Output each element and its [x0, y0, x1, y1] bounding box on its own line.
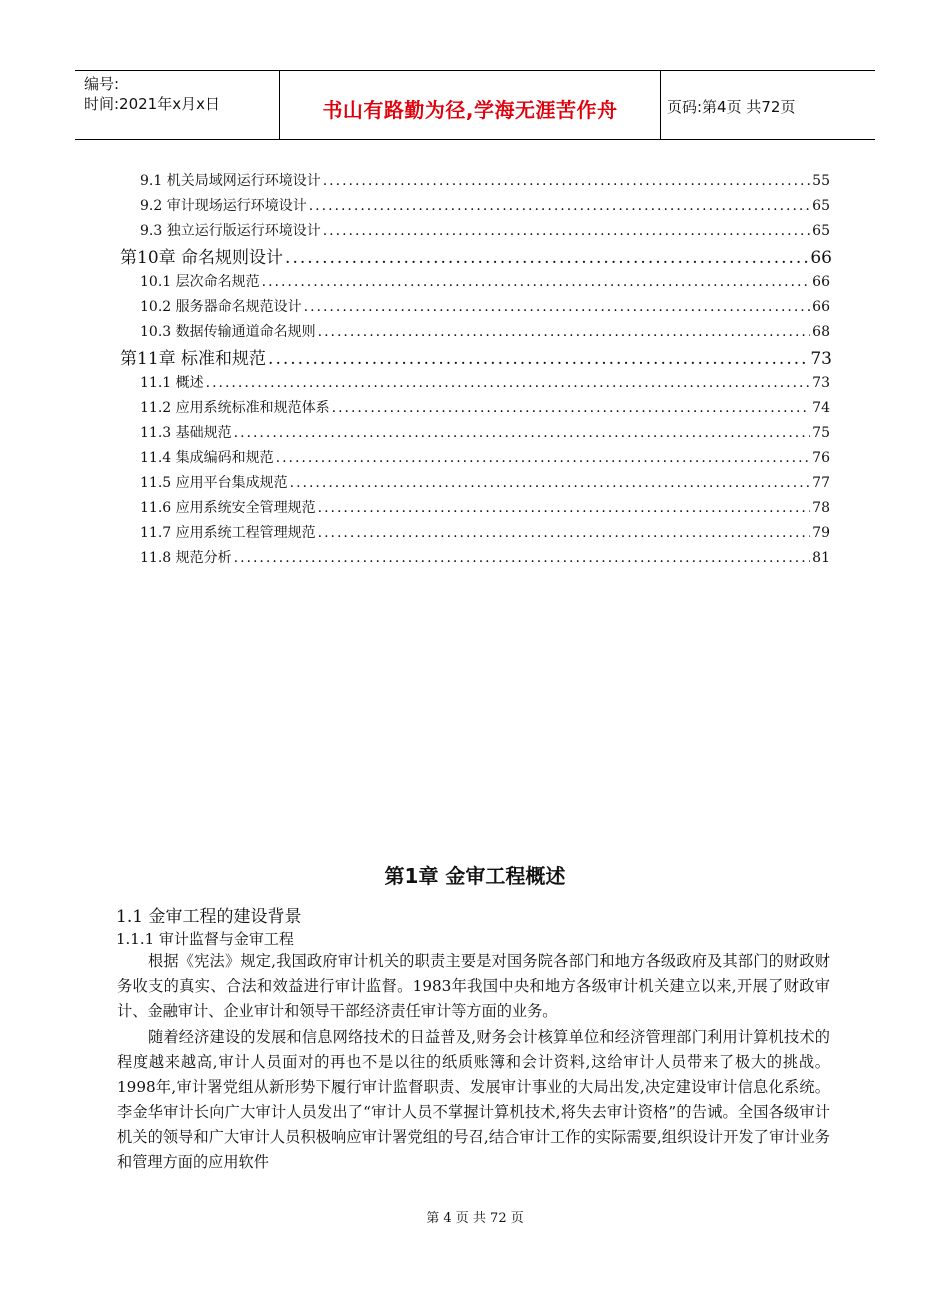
toc-entry-page: 73 [812, 375, 830, 391]
toc-leader-dots [318, 500, 811, 516]
document-number-label: 编号: [84, 75, 120, 93]
toc-leader-dots [304, 299, 811, 315]
toc-chapter-entry[interactable] [120, 243, 832, 268]
toc-entry[interactable] [140, 422, 830, 442]
toc-leader-dots [276, 450, 811, 466]
body-paragraph: 根据《宪法》规定,我国政府审计机关的职责主要是对国务院各部门和地方各级政府及其部门的财政财务收支的真实、合法和效益进行审计监督。1983年我国中央和地方各级审计机关建立以来,开展了财政审计、金融审计、企业审计和领导干部经济责任审计等方面的业务。 [117, 952, 830, 1020]
toc-entry[interactable] [140, 397, 830, 417]
toc-entry-title: 第11章 标准和规范 [120, 349, 267, 369]
header-page-label: 页码:第4页 共72页 [667, 98, 796, 116]
toc-entry-page: 79 [812, 525, 830, 541]
toc-entry-title: 11.5 应用平台集成规范 [140, 475, 288, 491]
toc-entry-title: 10.1 层次命名规范 [140, 274, 260, 290]
toc-leader-dots [323, 223, 810, 239]
header-slogan-cell [280, 71, 661, 139]
toc-entry-title: 11.8 规范分析 [140, 550, 232, 566]
toc-leader-dots [262, 274, 811, 290]
toc-entry-page: 75 [812, 425, 830, 441]
toc-entry-page: 66 [812, 299, 830, 315]
toc-entry-title: 10.3 数据传输通道命名规则 [140, 324, 316, 340]
toc-leader-dots [323, 173, 810, 189]
toc-entry[interactable] [140, 271, 830, 291]
toc-entry-title: 第10章 命名规则设计 [120, 248, 284, 268]
toc-entry-page: 55 [812, 173, 830, 189]
header-page-cell [661, 71, 875, 139]
page-footer: 第 4 页 共 72 页 [426, 1211, 524, 1226]
toc-entry[interactable] [140, 547, 830, 567]
toc-entry-page: 81 [812, 550, 830, 566]
toc-entry[interactable] [140, 522, 830, 542]
toc-leader-dots [290, 475, 811, 491]
section-title: 1.1 金审工程的建设背景 [116, 907, 302, 927]
toc-leader-dots [318, 324, 811, 340]
toc-entry[interactable] [140, 447, 830, 467]
toc-entry-title: 9.3 独立运行版运行环境设计 [140, 223, 321, 239]
toc-leader-dots [285, 248, 808, 268]
toc-entry[interactable] [140, 220, 830, 240]
toc-chapter-entry[interactable] [120, 344, 832, 369]
chapter-title: 第1章 金审工程概述 [384, 864, 566, 888]
toc-entry-page: 65 [812, 223, 830, 239]
toc-entry[interactable] [140, 321, 830, 341]
toc-leader-dots [309, 198, 810, 214]
toc-entry-page: 68 [812, 324, 830, 340]
toc-entry-title: 11.6 应用系统安全管理规范 [140, 500, 316, 516]
toc-entry[interactable] [140, 296, 830, 316]
toc-leader-dots [332, 400, 811, 416]
toc-entry-page: 65 [812, 198, 830, 214]
toc-leader-dots [318, 525, 811, 541]
subsection-title: 1.1.1 审计监督与金审工程 [116, 930, 294, 948]
toc-entry-page: 74 [812, 400, 830, 416]
toc-entry-page: 76 [812, 450, 830, 466]
toc-entry-page: 78 [812, 500, 830, 516]
toc-entry-title: 11.4 集成编码和规范 [140, 450, 274, 466]
toc-leader-dots [234, 425, 811, 441]
toc-entry-title: 11.3 基础规范 [140, 425, 232, 441]
toc-entry-page: 77 [812, 475, 830, 491]
toc-leader-dots [268, 349, 808, 369]
page-header [75, 70, 875, 140]
toc-entry[interactable] [140, 472, 830, 492]
toc-leader-dots [234, 550, 811, 566]
header-meta-cell [75, 71, 280, 139]
toc-entry-page: 73 [810, 349, 832, 369]
document-date-label: 时间:2021年x月x日 [84, 95, 220, 113]
body-paragraph: 随着经济建设的发展和信息网络技术的日益普及,财务会计核算单位和经济管理部门利用计算机技术的程度越来越高,审计人员面对的再也不是以往的纸质账簿和会计资料,这给审计人员带来了极大的挑战。1998年,审计署党组从新形势下履行审计监督职责、发展审计事业的大局出发,决定建设审计信息化系统。李金华审计长向广大审计人员发出了“审计人员不掌握计算机技术,将失去审计资格”的告诫。全国各级审计机关的领导和广大审计人员积极响应审计署党组的号召,结合审计工作的实际需要,组织设计开发了审计业务和管理方面的应用软件 [117, 1028, 830, 1171]
toc-entry-title: 9.2 审计现场运行环境设计 [140, 198, 307, 214]
toc-entry[interactable] [140, 170, 830, 190]
toc-entry[interactable] [140, 497, 830, 517]
toc-entry[interactable] [140, 372, 830, 392]
toc-entry-page: 66 [812, 274, 830, 290]
toc-entry-page: 66 [810, 248, 832, 268]
toc-entry-title: 10.2 服务器命名规范设计 [140, 299, 302, 315]
header-slogan: 书山有路勤为径,学海无涯苦作舟 [322, 98, 618, 122]
toc-entry-title: 11.2 应用系统标准和规范体系 [140, 400, 330, 416]
toc-entry-title: 11.7 应用系统工程管理规范 [140, 525, 316, 541]
toc-leader-dots [206, 375, 811, 391]
toc-entry[interactable] [140, 195, 830, 215]
toc-entry-title: 11.1 概述 [140, 375, 204, 391]
toc-entry-title: 9.1 机关局域网运行环境设计 [140, 173, 321, 189]
